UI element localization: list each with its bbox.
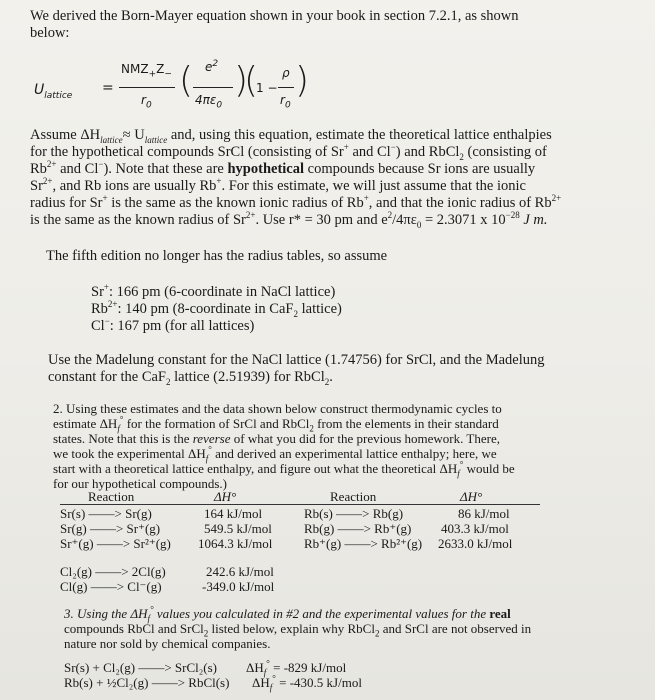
eq-term3-one: 1 −: [256, 81, 278, 95]
assume-line-2: for the hypothetical compounds SrCl (consisting of Sr+ and Cl−) and RbCl$_2$ (consisting of: [30, 142, 547, 162]
eq-paren-open-1: (: [179, 60, 194, 101]
q3-line-1: 3. Using the $\Delta H_f^\circ$ values you calculated in #2 and the experimental values for the real: [64, 604, 511, 624]
eq-frac2-den: $4\pi\varepsilon_0$: [195, 93, 223, 111]
table-cell-value: 242.6 kJ/mol: [206, 564, 274, 579]
radius-cl: Cl−: 167 pm (for all lattices): [91, 316, 255, 334]
q2-line-1: 2. Using these estimates and the data shown below construct thermodynamic cycles to: [53, 401, 502, 416]
eq-frac2-num: $e^2$: [205, 59, 219, 74]
q2-line-6: for our hypothetical compounds.): [53, 476, 228, 491]
radius-rb: $Rb^{2+}$: 140 pm (8-coordinate in CaF$_2$ lattice): [91, 299, 342, 319]
table-header-reaction-left: Reaction: [88, 489, 135, 504]
eq-paren-open-2: (: [244, 60, 259, 101]
assume-line-5: radius for Sr+ is the same as the known ionic radius of Rb+, and that the ionic radius of $Rb^{2+}$: [30, 193, 562, 211]
table-row: Sr(s) ——> Sr(g): [60, 506, 152, 521]
table-row: Sr(g) ——> Sr⁺(g): [60, 521, 161, 536]
q2-line-2: estimate $\Delta H_f^\circ$ for the formation of SrCl and RbCl$_2$ from the elements in their standard: [53, 414, 499, 434]
table-cell-value: 164 kJ/mol: [204, 506, 263, 521]
intro-line-1: We derived the Born-Mayer equation shown in your book in section 7.2.1, as shown: [30, 8, 519, 24]
table-header-reaction-right: Reaction: [330, 489, 377, 504]
eq-term3-line: [278, 87, 294, 88]
table-header-rule: [60, 504, 540, 505]
assume-line-3: $Rb^{2+}$ and Cl−). Note that these are hypothetical compounds because Sr ions are usually: [30, 159, 536, 177]
table-cell-value: 549.5 kJ/mol: [204, 521, 272, 536]
eq-frac1-num: $NMZ_+Z_-$: [121, 62, 172, 80]
table-cell-value: -349.0 kJ/mol: [202, 579, 275, 594]
eq-paren-close-2: ): [295, 60, 310, 101]
q2-line-5: start with a theoretical lattice enthalpy, and figure out what the theoretical $\Delta H_f^\circ$ would be: [53, 459, 515, 479]
eq-equals: =: [102, 80, 114, 96]
intro-line-2: below:: [30, 25, 70, 41]
table-header-dh-right: ΔH°: [460, 489, 483, 504]
table-header-dh-left: ΔH°: [214, 489, 237, 504]
q3-line-2: compounds RbCl and SrCl$_2$ listed below, explain why RbCl$_2$ and SrCl are not observed in: [64, 621, 532, 639]
table-row: Rb⁺(g) ——> Rb²⁺(g): [304, 536, 423, 551]
fifth-edition-note: The fifth edition no longer has the radius tables, so assume: [46, 248, 388, 264]
eq-term3-den: $r_0$: [280, 93, 291, 111]
eq-frac2-line: [193, 87, 233, 88]
table-cell-value: 2633.0 kJ/mol: [438, 536, 513, 551]
assume-line-4: $Sr^{2+}$, and Rb ions are usually Rb+. For this estimate, we will just assume that the ionic: [30, 176, 526, 194]
eq-frac1-den: $r_0$: [141, 93, 152, 111]
q2-line-3: states. Note that this is the reverse of what you did for the previous homework. There,: [53, 431, 500, 446]
assume-line-1: Assume $\Delta H_{lattice}\approx U_{lattice}$ and, using this equation, estimate the theoretical lattice enthalpies: [30, 127, 552, 145]
table-cell-value: 403.3 kJ/mol: [441, 521, 509, 536]
table-row: Sr⁺(g) ——> Sr²⁺(g): [60, 536, 171, 551]
assume-line-6: is the same as the known radius of $Sr^{2+}$. Use r* = 30 pm and $e^2/4\pi\varepsilon_0 = 2.3071$ x $10^{-28}$ J m.: [30, 210, 548, 230]
table-row: Rb(s) ——> Rb(g): [304, 506, 404, 521]
bottom-dh-rbcl: $\Delta H_f^\circ = -430.5$ kJ/mol: [252, 673, 362, 693]
eq-paren-close-1: ): [234, 60, 249, 101]
bottom-reaction-srcl2: Sr(s) + Cl₂(g) ——> SrCl₂(s): [64, 660, 218, 675]
table-row: Cl₂(g) ——> 2Cl(g): [60, 564, 166, 579]
table-cell-value: 86 kJ/mol: [458, 506, 510, 521]
table-row: Cl(g) ——> Cl⁻(g): [60, 579, 162, 594]
madelung-line-2: constant for the CaF$_2$ lattice (2.51939) for RbCl$_2$.: [48, 369, 333, 387]
q3-line-3: nature nor sold by chemical companies.: [64, 636, 271, 651]
eq-frac1-line: [119, 87, 175, 88]
bottom-dh-srcl2: $\Delta H_f^\circ = -829$ kJ/mol: [246, 658, 347, 678]
madelung-line-1: Use the Madelung constant for the NaCl lattice (1.74756) for SrCl, and the Madelung: [48, 352, 545, 368]
table-row: Rb(g) ——> Rb⁺(g): [304, 521, 412, 536]
eq-lhs: $U_{lattice}$: [34, 82, 73, 101]
radius-sr: Sr+: 166 pm (6-coordinate in NaCl lattice): [91, 282, 336, 300]
eq-term3-num: ρ: [282, 66, 290, 80]
table-cell-value: 1064.3 kJ/mol: [198, 536, 273, 551]
q2-line-4: we took the experimental $\Delta H_f^\circ$ and derived an experimental lattice enthalpy; here, we: [53, 444, 497, 464]
bottom-reaction-rbcl: Rb(s) + ½Cl₂(g) ——> RbCl(s): [64, 675, 230, 690]
